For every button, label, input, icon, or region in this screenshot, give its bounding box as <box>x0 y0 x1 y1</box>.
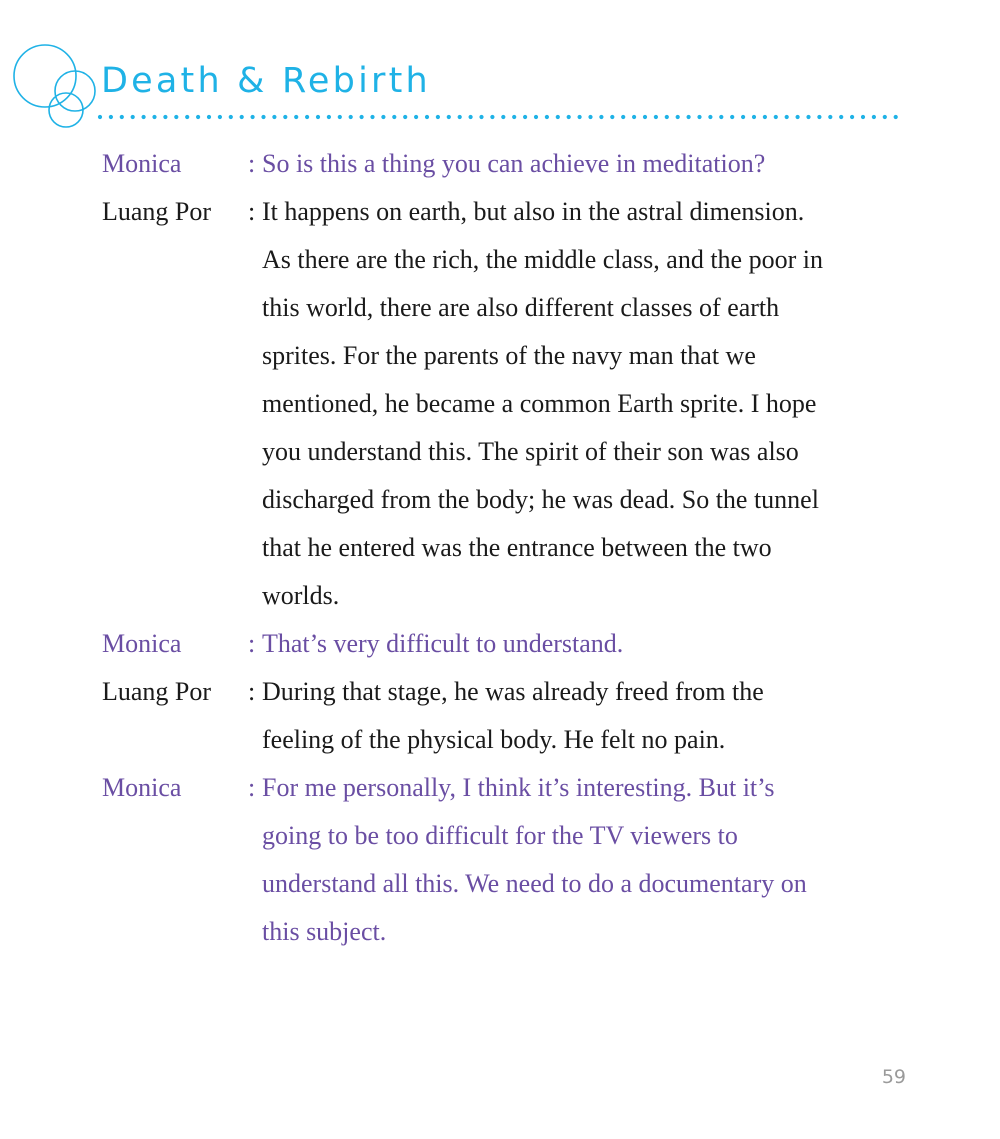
divider-dot <box>632 115 636 119</box>
divider-dot <box>850 115 854 119</box>
speaker-name: Luang Por <box>102 677 212 706</box>
page-number: 59 <box>881 1066 906 1088</box>
divider-dot <box>403 115 407 119</box>
divider-dot <box>883 115 887 119</box>
chapter-title: Death & Rebirth <box>101 61 431 101</box>
speaker-separator: : <box>248 149 256 178</box>
divider-dot <box>152 115 156 119</box>
divider-dot <box>392 115 396 119</box>
divider-dot <box>98 115 102 119</box>
text-line: going to be too difficult for the TV viewers to <box>262 821 738 850</box>
divider-dot <box>316 115 320 119</box>
divider-dot <box>774 115 778 119</box>
divider-dot <box>817 115 821 119</box>
overlapping-circles-icon <box>10 38 110 138</box>
divider-dot <box>261 115 265 119</box>
divider-dot <box>327 115 331 119</box>
divider-dot <box>305 115 309 119</box>
divider-dot <box>621 115 625 119</box>
divider-dot <box>185 115 189 119</box>
text-line: that he entered was the entrance between the two <box>262 533 772 562</box>
text-line: So is this a thing you can achieve in meditation? <box>262 149 766 178</box>
divider-dot <box>545 115 549 119</box>
divider-dot <box>785 115 789 119</box>
divider-dot <box>872 115 876 119</box>
dialogue-turn-monica <box>102 764 902 956</box>
divider-dot <box>719 115 723 119</box>
divider-dot <box>839 115 843 119</box>
divider-dot <box>251 115 255 119</box>
divider-dot <box>174 115 178 119</box>
divider-dot <box>490 115 494 119</box>
text-line: For me personally, I think it’s interesting. But it’s <box>262 773 775 802</box>
dialogue-transcript <box>102 140 902 956</box>
divider-dot <box>370 115 374 119</box>
divider-dot <box>687 115 691 119</box>
divider-dot <box>861 115 865 119</box>
divider-dot <box>240 115 244 119</box>
divider-dot <box>730 115 734 119</box>
divider-dot <box>469 115 473 119</box>
text-line: this world, there are also different classes of earth <box>262 293 780 322</box>
divider-dot <box>207 115 211 119</box>
divider-dot <box>349 115 353 119</box>
divider-dot <box>272 115 276 119</box>
text-line: worlds. <box>262 581 340 610</box>
divider-dot <box>894 115 898 119</box>
text-line: As there are the rich, the middle class, and the poor in <box>262 245 823 274</box>
divider-dot <box>654 115 658 119</box>
divider-dot <box>142 115 146 119</box>
divider-dot <box>425 115 429 119</box>
speaker-name: Monica <box>102 629 182 658</box>
dialogue-text <box>262 140 902 188</box>
divider-dot <box>218 115 222 119</box>
speaker-separator: : <box>248 773 256 802</box>
divider-dot <box>109 115 113 119</box>
divider-dot <box>806 115 810 119</box>
divider-dot <box>436 115 440 119</box>
speaker-separator: : <box>248 677 256 706</box>
dotted-divider <box>96 112 906 122</box>
divider-dot <box>131 115 135 119</box>
speaker-name: Monica <box>102 149 182 178</box>
divider-dot <box>534 115 538 119</box>
divider-dot <box>752 115 756 119</box>
text-line: this subject. <box>262 917 387 946</box>
divider-dot <box>501 115 505 119</box>
speaker-name: Monica <box>102 773 182 802</box>
divider-dot <box>229 115 233 119</box>
dialogue-turn-luang-por <box>102 668 902 764</box>
divider-dot <box>479 115 483 119</box>
divider-dot <box>741 115 745 119</box>
divider-dot <box>283 115 287 119</box>
divider-dot <box>697 115 701 119</box>
text-line: you understand this. The spirit of their son was also <box>262 437 799 466</box>
divider-dot <box>120 115 124 119</box>
divider-dot <box>763 115 767 119</box>
dialogue-text <box>262 620 902 668</box>
divider-dot <box>643 115 647 119</box>
dialogue-turn-luang-por <box>102 188 902 620</box>
text-line: It happens on earth, but also in the astral dimension. <box>262 197 805 226</box>
text-line: sprites. For the parents of the navy man that we <box>262 341 756 370</box>
dialogue-text <box>262 188 902 620</box>
divider-dot <box>599 115 603 119</box>
divider-dot <box>381 115 385 119</box>
divider-dot <box>447 115 451 119</box>
divider-dot <box>360 115 364 119</box>
divider-dot <box>512 115 516 119</box>
divider-dot <box>578 115 582 119</box>
divider-dot <box>556 115 560 119</box>
dialogue-turn-monica <box>102 620 902 668</box>
divider-dot <box>828 115 832 119</box>
divider-dot <box>338 115 342 119</box>
divider-dot <box>588 115 592 119</box>
divider-dot <box>796 115 800 119</box>
text-line: That’s very difficult to understand. <box>262 629 624 658</box>
divider-dot <box>163 115 167 119</box>
dialogue-text <box>262 764 902 956</box>
divider-dot <box>523 115 527 119</box>
divider-dot <box>665 115 669 119</box>
text-line: mentioned, he became a common Earth sprite. I hope <box>262 389 817 418</box>
text-line: discharged from the body; he was dead. So the tunnel <box>262 485 819 514</box>
divider-dot <box>708 115 712 119</box>
text-line: understand all this. We need to do a documentary on <box>262 869 807 898</box>
divider-dot <box>414 115 418 119</box>
speaker-separator: : <box>248 197 256 226</box>
text-line: During that stage, he was already freed from the <box>262 677 764 706</box>
dialogue-turn-monica <box>102 140 902 188</box>
divider-dot <box>610 115 614 119</box>
divider-dot <box>676 115 680 119</box>
dialogue-text <box>262 668 902 764</box>
divider-dot <box>458 115 462 119</box>
divider-dot <box>196 115 200 119</box>
speaker-name: Luang Por <box>102 197 212 226</box>
divider-dot <box>567 115 571 119</box>
divider-dot <box>294 115 298 119</box>
page-header <box>0 0 1000 140</box>
text-line: feeling of the physical body. He felt no pain. <box>262 725 726 754</box>
speaker-separator: : <box>248 629 256 658</box>
